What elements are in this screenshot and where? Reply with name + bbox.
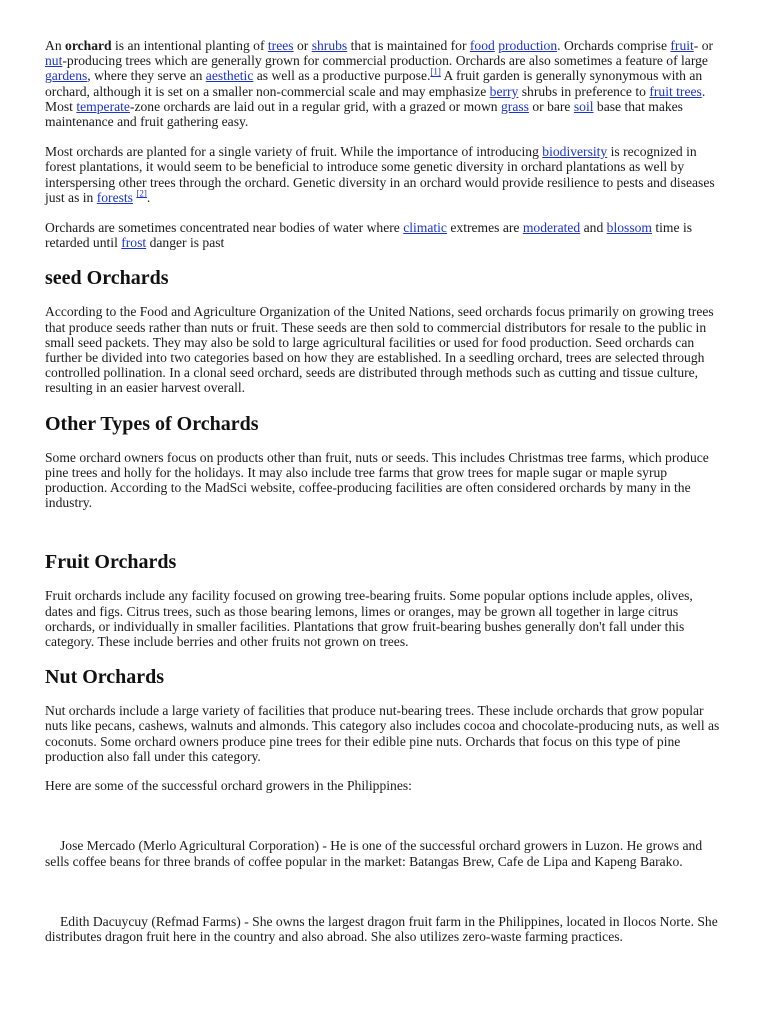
growers-intro: Here are some of the successful orchard growers in the Philippines: (45, 778, 412, 794)
link-fruit[interactable]: fruit (670, 38, 694, 53)
text: , where they serve an (87, 68, 206, 84)
text: An (45, 38, 66, 53)
link-production[interactable]: production (498, 38, 558, 53)
text: and (580, 220, 607, 236)
seed-orchards-paragraph: According to the Food and Agriculture Organization of the United Nations, seed orchards focus primarily on growing trees that produce seeds rather than nuts or fruit. These seeds are then sold to commercial distributors for resale to the public in small seed packets. They may also be sold to large agricultural facilities or used for food production. Seed orchards can further be divided into two categories based on how they are established. In a seedling orchard, trees are selected through controlled pollination. In a clonal seed orchard, seeds are distributed through methods such as cutting and tissue culture, resulting in an easier harvest overall. (45, 304, 714, 396)
text: Most orchards are planted for a single variety of fruit. While the importance of introducing (45, 144, 543, 160)
link-fruit-trees[interactable]: fruit trees (649, 83, 702, 99)
intro-paragraph-1 (45, 38, 723, 129)
link-biodiversity[interactable]: biodiversity (542, 144, 608, 160)
link-aesthetic[interactable]: aesthetic (205, 68, 254, 84)
intro-paragraph-2 (45, 144, 723, 205)
reference-link-2[interactable]: [2] (136, 188, 147, 199)
link-temperate[interactable]: temperate (76, 98, 130, 114)
heading-seed-orchards: seed Orchards (45, 267, 169, 290)
text: Orchards are sometimes concentrated near bodies of water where (45, 220, 404, 236)
link-forests[interactable]: forests (96, 189, 133, 205)
link-food[interactable]: food (469, 38, 495, 53)
heading-fruit-orchards: Fruit Orchards (45, 551, 177, 574)
heading-nut-orchards: Nut Orchards (45, 666, 165, 689)
reference-1 (430, 67, 441, 77)
intro-paragraph-3 (45, 220, 723, 250)
heading-other-types-of-orchards: Other Types of Orchards (45, 412, 259, 435)
link-moderated[interactable]: moderated (522, 220, 581, 236)
link-frost[interactable]: frost (121, 235, 147, 251)
text: -zone orchards are laid out in a regular grid, with a grazed or mown (129, 98, 501, 114)
text: or bare (528, 98, 574, 114)
text: or (293, 38, 312, 53)
text: A fruit garden is generally synonymous with an orchard, although it is set on a smaller non-commercial scale and may emphasize (45, 68, 703, 99)
grower-item-1: Jose Mercado (Merlo Agricultural Corporation) - He is one of the successful orchard growers in Luzon. He grows and sells coffee beans for three brands of coffee popular in the market: Batangas Brew, Cafe de Lipa and Kapeng Barako. (45, 838, 703, 869)
reference-2 (136, 188, 147, 198)
text: that is maintained for (347, 38, 470, 53)
text: base that makes maintenance and fruit gathering easy. (45, 98, 683, 130)
text: extremes are (446, 220, 523, 236)
text: . Most (45, 83, 706, 114)
text: -producing trees which are generally grown for commercial production. Orchards are also sometimes a feature of large (62, 53, 708, 69)
text: danger is past (146, 235, 225, 251)
grower-item-2: Edith Dacuycuy (Refmad Farms) - She owns the largest dragon fruit farm in the Philippines, located in Ilocos Norte. She distributes dragon fruit here in the country and also abroad. She also utilizes zero-waste farming practices. (45, 913, 718, 944)
nut-orchards-paragraph: Nut orchards include a large variety of facilities that produce nut-bearing trees. These include orchards that grow popular nuts like pecans, cashews, walnuts and almonds. This category also includes cocoa and chocolate-producing nuts, as well as coconuts. Some orchard owners produce pine trees for their edible pine nuts. Orchards that focus on this type of pine production also fall under this category. (45, 703, 720, 764)
text: is an intentional planting of (111, 38, 268, 53)
link-trees[interactable]: trees (267, 38, 294, 53)
text: time is retarded until (45, 220, 693, 251)
bold-term-orchard: orchard (65, 38, 112, 53)
link-gardens[interactable]: gardens (45, 68, 88, 84)
link-climatic[interactable]: climatic (403, 220, 447, 236)
fruit-orchards-paragraph: Fruit orchards include any facility focused on growing tree-bearing fruits. Some popular options include apples, olives, dates and figs. Citrus trees, such as those bearing lemons, limes or oranges, may be grown all together in large citrus orchards, or individually in smaller facilities. Plantations that grow fruit-bearing bushes generally don't fall under this category. These include berries and other fruits not grown on trees. (45, 588, 693, 650)
text: - or (693, 38, 714, 53)
text: is recognized in forest plantations, it would seem to be beneficial to introduce some genetic diversity in orchard plantations as well by interspersing other trees through the orchard. Genetic diversity in an orchard would provide resilience to pests and diseases just as in (45, 144, 715, 205)
text: . Orchards comprise (557, 38, 671, 53)
text: . (146, 189, 151, 205)
link-berry[interactable]: berry (489, 83, 519, 99)
link-nut[interactable]: nut (45, 53, 63, 69)
text: shrubs in preference to (518, 83, 650, 99)
link-grass[interactable]: grass (501, 98, 529, 114)
other-types-paragraph: Some orchard owners focus on products other than fruit, nuts or seeds. This includes Christmas tree farms, which produce pine trees and holly for the holidays. It may also include tree farms that grow trees for maple sugar or maple syrup production. According to the MadSci website, coffee-producing facilities are often considered orchards by many in the industry. (45, 449, 709, 511)
link-blossom[interactable]: blossom (606, 220, 652, 236)
text: as well as a productive purpose. (253, 68, 431, 84)
reference-link-1[interactable]: [1] (430, 66, 441, 77)
link-soil[interactable]: soil (573, 98, 594, 114)
link-shrubs[interactable]: shrubs (311, 38, 348, 53)
